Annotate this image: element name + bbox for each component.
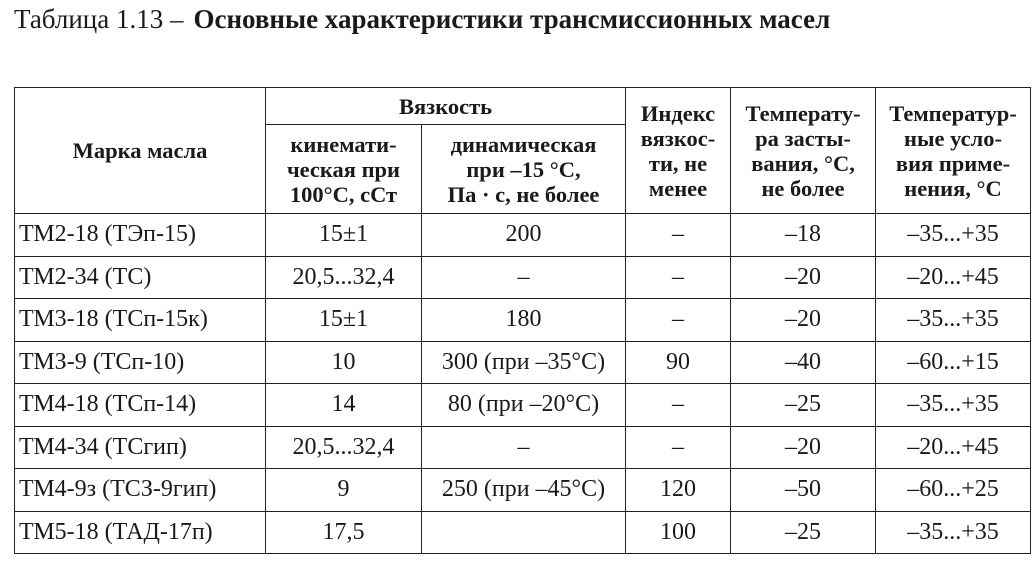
cell-dynamic-viscosity: 200 (422, 214, 626, 257)
cell-pour-point: –20 (731, 299, 876, 342)
table-row (15, 511, 1031, 554)
cell-viscosity-index: – (626, 214, 731, 257)
cell-kinematic-viscosity: 9 (266, 469, 422, 512)
cell-dynamic-viscosity: 80 (при –20°С) (422, 384, 626, 427)
cell-temperature-conditions: –20...+45 (876, 256, 1031, 299)
cell-kinematic-viscosity: 10 (266, 341, 422, 384)
cell-brand: ТМ4-34 (ТСгип) (15, 426, 266, 469)
header-viscosity: Вязкость (266, 88, 626, 125)
header-temperature-conditions: Температур- ные усло- вия приме- нения, °С (876, 88, 1031, 214)
cell-kinematic-viscosity: 20,5...32,4 (266, 426, 422, 469)
cell-dynamic-viscosity: 250 (при –45°С) (422, 469, 626, 512)
cell-kinematic-viscosity: 14 (266, 384, 422, 427)
header-pour-point: Температу- ра засты- вания, °С, не более (731, 88, 876, 214)
cell-pour-point: –40 (731, 341, 876, 384)
cell-viscosity-index: 90 (626, 341, 731, 384)
table-row (15, 384, 1031, 427)
cell-temperature-conditions: –35...+35 (876, 214, 1031, 257)
cell-brand: ТМ2-18 (ТЭп-15) (15, 214, 266, 257)
cell-brand: ТМ3-18 (ТСп-15к) (15, 299, 266, 342)
table-body (15, 214, 1031, 554)
cell-viscosity-index: – (626, 384, 731, 427)
cell-temperature-conditions: –20...+45 (876, 426, 1031, 469)
cell-brand: ТМЗ-9 (ТСп-10) (15, 341, 266, 384)
cell-dynamic-viscosity: 300 (при –35°С) (422, 341, 626, 384)
cell-viscosity-index: – (626, 256, 731, 299)
table-row (15, 426, 1031, 469)
table-row (15, 214, 1031, 257)
cell-pour-point: –20 (731, 426, 876, 469)
cell-brand: ТМ5-18 (ТАД-17п) (15, 511, 266, 554)
cell-dynamic-viscosity (422, 511, 626, 554)
cell-kinematic-viscosity: 20,5...32,4 (266, 256, 422, 299)
table-caption (14, 4, 830, 35)
cell-brand: ТМ4-18 (ТСп-14) (15, 384, 266, 427)
caption-title: Основные характеристики трансмиссионных масел (193, 4, 831, 34)
cell-pour-point: –18 (731, 214, 876, 257)
cell-temperature-conditions: –35...+35 (876, 384, 1031, 427)
header-brand: Марка масла (15, 88, 266, 214)
cell-temperature-conditions: –35...+35 (876, 511, 1031, 554)
cell-temperature-conditions: –60...+25 (876, 469, 1031, 512)
cell-pour-point: –20 (731, 256, 876, 299)
cell-viscosity-index: 120 (626, 469, 731, 512)
table-row (15, 256, 1031, 299)
table-row (15, 469, 1031, 512)
header-kinematic-viscosity: кинемати- ческая при 100°С, сСт (266, 125, 422, 214)
header-dynamic-viscosity: динамическая при –15 °С, Па · с, не более (422, 125, 626, 214)
caption-number: Таблица 1.13 – (14, 4, 184, 34)
cell-kinematic-viscosity: 15±1 (266, 299, 422, 342)
cell-dynamic-viscosity: 180 (422, 299, 626, 342)
table-row (15, 341, 1031, 384)
cell-viscosity-index: – (626, 299, 731, 342)
oil-characteristics-table (14, 87, 1031, 554)
cell-temperature-conditions: –35...+35 (876, 299, 1031, 342)
cell-brand: ТМ4-9з (ТСЗ-9гип) (15, 469, 266, 512)
cell-kinematic-viscosity: 15±1 (266, 214, 422, 257)
table-row (15, 299, 1031, 342)
cell-dynamic-viscosity: – (422, 256, 626, 299)
cell-viscosity-index: 100 (626, 511, 731, 554)
cell-viscosity-index: – (626, 426, 731, 469)
cell-dynamic-viscosity: – (422, 426, 626, 469)
cell-pour-point: –25 (731, 511, 876, 554)
cell-pour-point: –25 (731, 384, 876, 427)
cell-temperature-conditions: –60...+15 (876, 341, 1031, 384)
cell-kinematic-viscosity: 17,5 (266, 511, 422, 554)
header-viscosity-index: Индекс вязкос- ти, не менее (626, 88, 731, 214)
cell-brand: ТМ2-34 (ТС) (15, 256, 266, 299)
cell-pour-point: –50 (731, 469, 876, 512)
